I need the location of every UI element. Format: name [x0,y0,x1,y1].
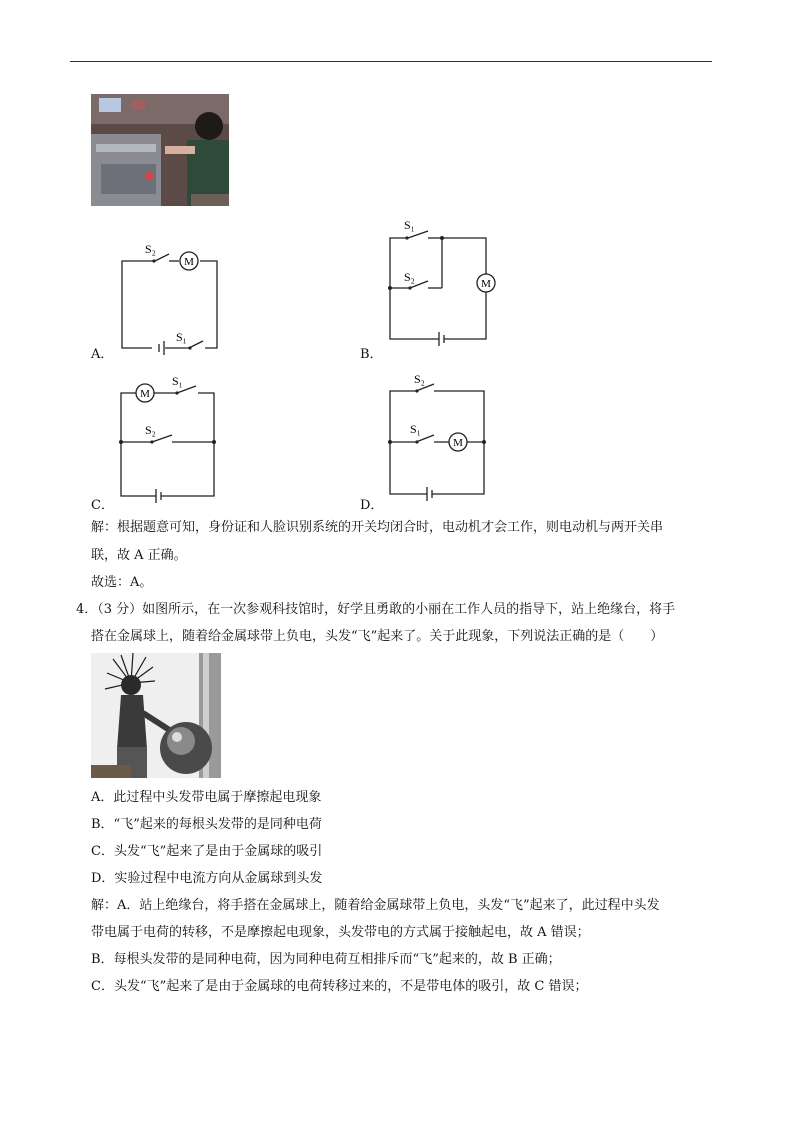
circuit-a-motor-label: M [184,256,194,268]
option-c-label: C． [91,498,114,513]
circuit-a-s2-label: S₂ [145,242,156,256]
circuit-b-s1-label: S₁ [404,218,415,232]
q4-option-c: C．头发“飞”起来了是由于金属球的吸引 [91,844,323,859]
circuit-c-s1-label: S₁ [172,374,183,388]
circuit-b-s2-label: S₂ [404,270,415,284]
q4-option-d: D．实验过程中电流方向从金属球到头发 [91,871,323,886]
option-b-label: B． [360,347,383,362]
circuit-d-s2-label: S₂ [414,372,425,386]
q4-solution-line-4: C．头发“飞”起来了是由于金属球的电荷转移过来的，不是带电体的吸引，故 C 错误； [91,979,588,994]
q3-solution-line-2: 联，故 A 正确。 [91,548,187,563]
gate-photo [91,94,229,206]
circuit-d-motor-label: M [453,437,463,449]
q4-option-b: B．“飞”起来的每根头发带的是同种电荷 [91,817,322,832]
q4-solution-line-3: B．每根头发带的是同种电荷，因为同种电荷互相排斥而“飞”起来的，故 B 正确； [91,952,561,967]
circuit-diagram-b [382,215,497,350]
circuit-c-motor-label: M [140,388,150,400]
static-hair-photo [91,653,221,778]
circuit-b-motor-label: M [481,278,491,290]
circuit-diagram-a [105,235,235,360]
q4-solution-line-1: 解：A．站上绝缘台，将手搭在金属球上，随着给金属球带上负电，头发“飞”起来了，此过程中头发 [91,898,660,913]
q3-solution-line-1: 解：根据题意可知，身份证和人脸识别系统的开关均闭合时，电动机才会工作，则电动机与两开关串 [91,520,664,535]
circuit-diagram-d [382,370,497,502]
header-rule [70,61,712,62]
option-a-label: A． [91,347,114,362]
q4-solution-line-2: 带电属于电荷的转移，不是摩擦起电现象，头发带电的方式属于接触起电，故 A 错误； [91,925,590,940]
q4-option-a: A．此过程中头发带电属于摩擦起电现象 [91,790,322,805]
circuit-c-s2-label: S₂ [145,423,156,437]
circuit-a-s1-label: S₁ [176,330,187,344]
q3-answer: 故选：A。 [91,575,153,590]
q4-stem-line-1: 4．（3 分）如图所示，在一次参观科技馆时，好学且勇敢的小丽在工作人员的指导下，站上绝缘台，将手 [76,602,676,617]
q4-stem-line-2: 搭在金属球上，随着给金属球带上负电，头发“飞”起来了。关于此现象，下列说法正确的是（ ） [91,629,664,644]
circuit-diagram-c [110,372,220,504]
circuit-d-s1-label: S₁ [410,422,421,436]
option-d-label: D． [360,498,384,513]
